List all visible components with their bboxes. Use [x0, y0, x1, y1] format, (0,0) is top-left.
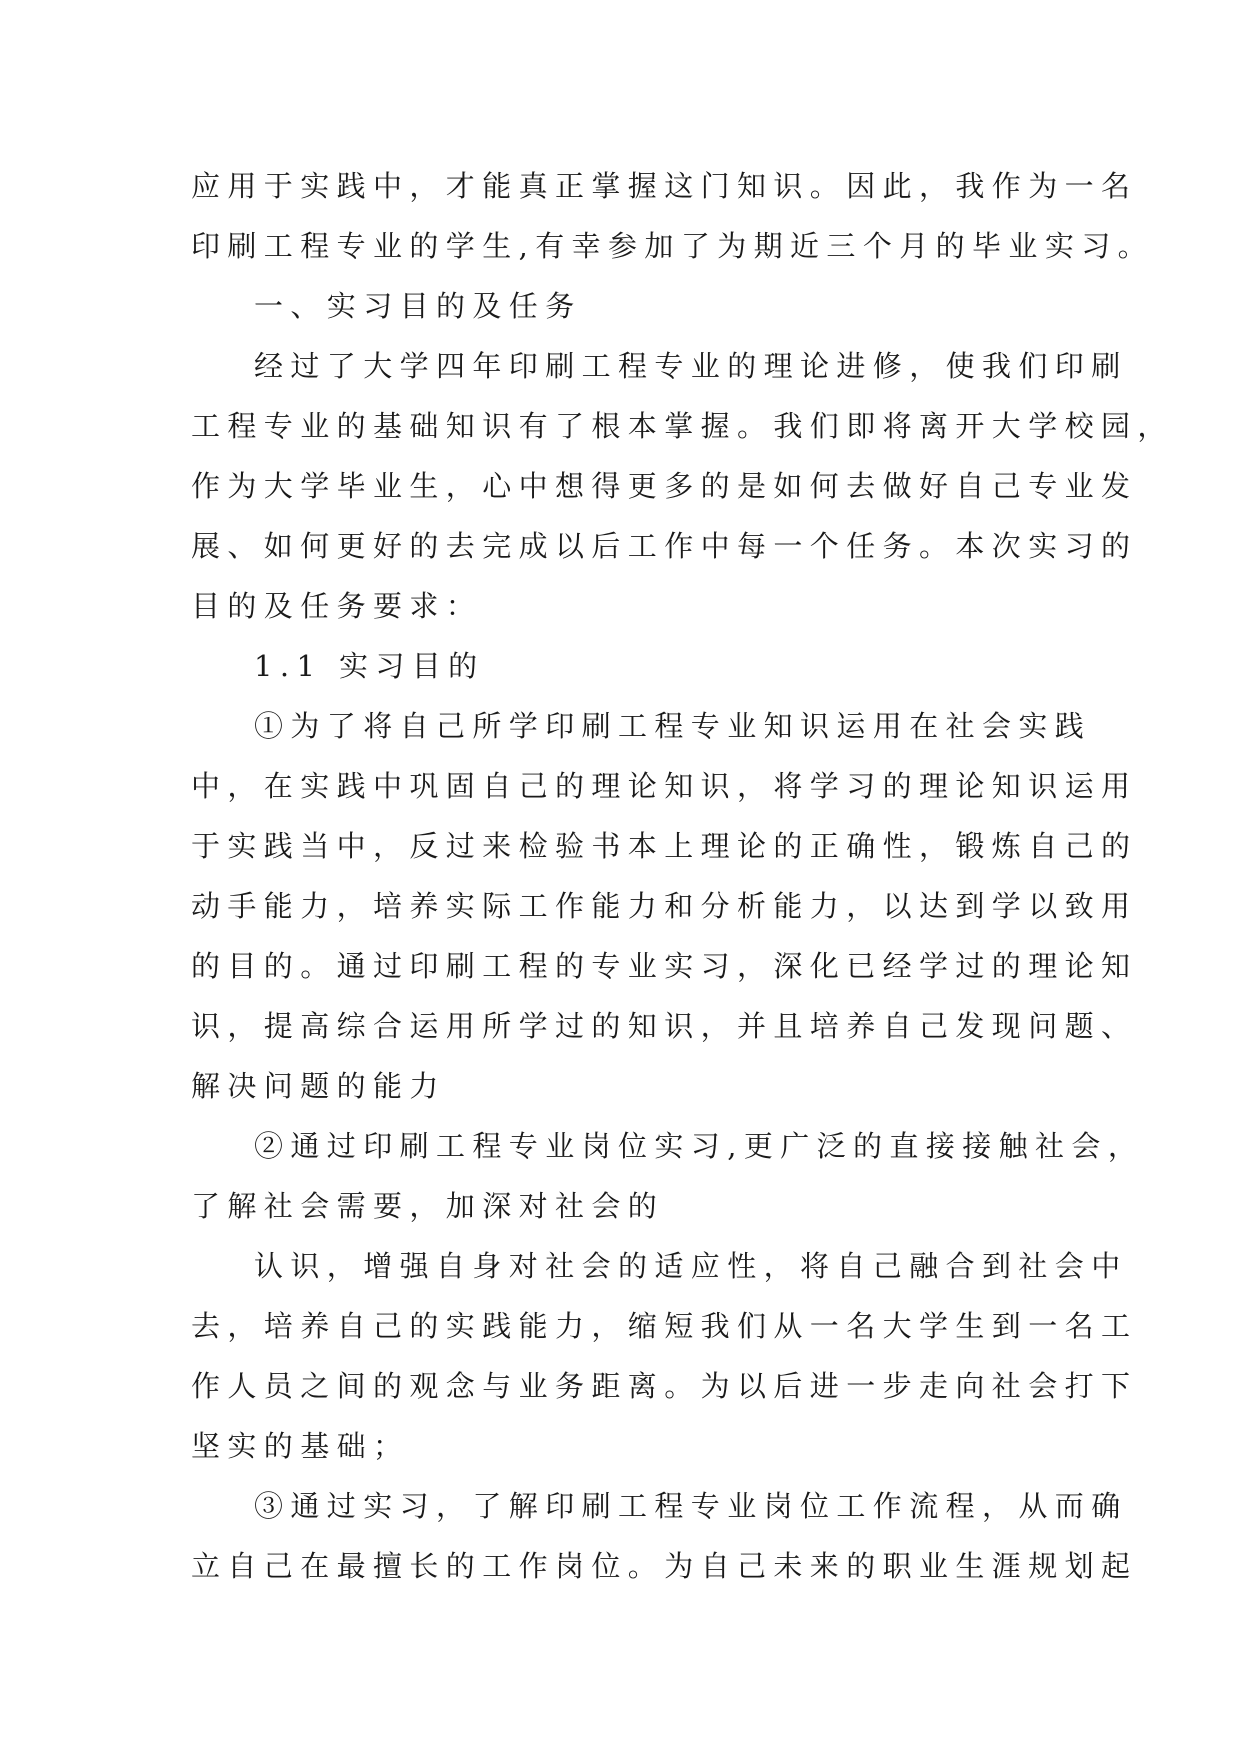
text-line: 作为大学毕业生，心中想得更多的是如何去做好自己专业发	[191, 469, 1138, 503]
text-line: 经过了大学四年印刷工程专业的理论进修，使我们印刷	[254, 349, 1128, 383]
text-line: ②通过印刷工程专业岗位实习,更广泛的直接接触社会，	[254, 1129, 1145, 1163]
text-line: 工程专业的基础知识有了根本掌握。我们即将离开大学校园，	[191, 409, 1174, 443]
text-line: 应用于实践中，才能真正掌握这门知识。因此，我作为一名	[191, 169, 1138, 203]
text-line: 坚实的基础；	[191, 1429, 410, 1463]
text-line: 动手能力，培养实际工作能力和分析能力，以达到学以致用	[191, 889, 1138, 923]
text-line: ③通过实习，了解印刷工程专业岗位工作流程，从而确	[254, 1489, 1128, 1523]
text-line: 作人员之间的观念与业务距离。为以后进一步走向社会打下	[191, 1369, 1138, 1403]
text-line: 的目的。通过印刷工程的专业实习，深化已经学过的理论知	[191, 949, 1138, 983]
text-line: 识，提高综合运用所学过的知识，并且培养自己发现问题、	[191, 1009, 1138, 1043]
subsection-heading: 1.1 实习目的	[254, 649, 485, 683]
text-line: ①为了将自己所学印刷工程专业知识运用在社会实践	[254, 709, 1092, 743]
text-line: 目的及任务要求：	[191, 589, 483, 623]
text-line: 展、如何更好的去完成以后工作中每一个任务。本次实习的	[191, 529, 1138, 563]
text-line: 立自己在最擅长的工作岗位。为自己未来的职业生涯规划起	[191, 1549, 1138, 1583]
text-line: 于实践当中，反过来检验书本上理论的正确性，锻炼自己的	[191, 829, 1138, 863]
text-line: 印刷工程专业的学生,有幸参加了为期近三个月的毕业实习。	[191, 229, 1155, 263]
text-line: 解决问题的能力	[191, 1069, 446, 1103]
text-line: 中，在实践中巩固自己的理论知识，将学习的理论知识运用	[191, 769, 1138, 803]
text-line: 认识，增强自身对社会的适应性，将自己融合到社会中	[254, 1249, 1128, 1283]
section-heading: 一、实习目的及任务	[254, 289, 582, 323]
text-line: 了解社会需要，加深对社会的	[191, 1189, 665, 1223]
text-line: 去，培养自己的实践能力，缩短我们从一名大学生到一名工	[191, 1309, 1138, 1343]
